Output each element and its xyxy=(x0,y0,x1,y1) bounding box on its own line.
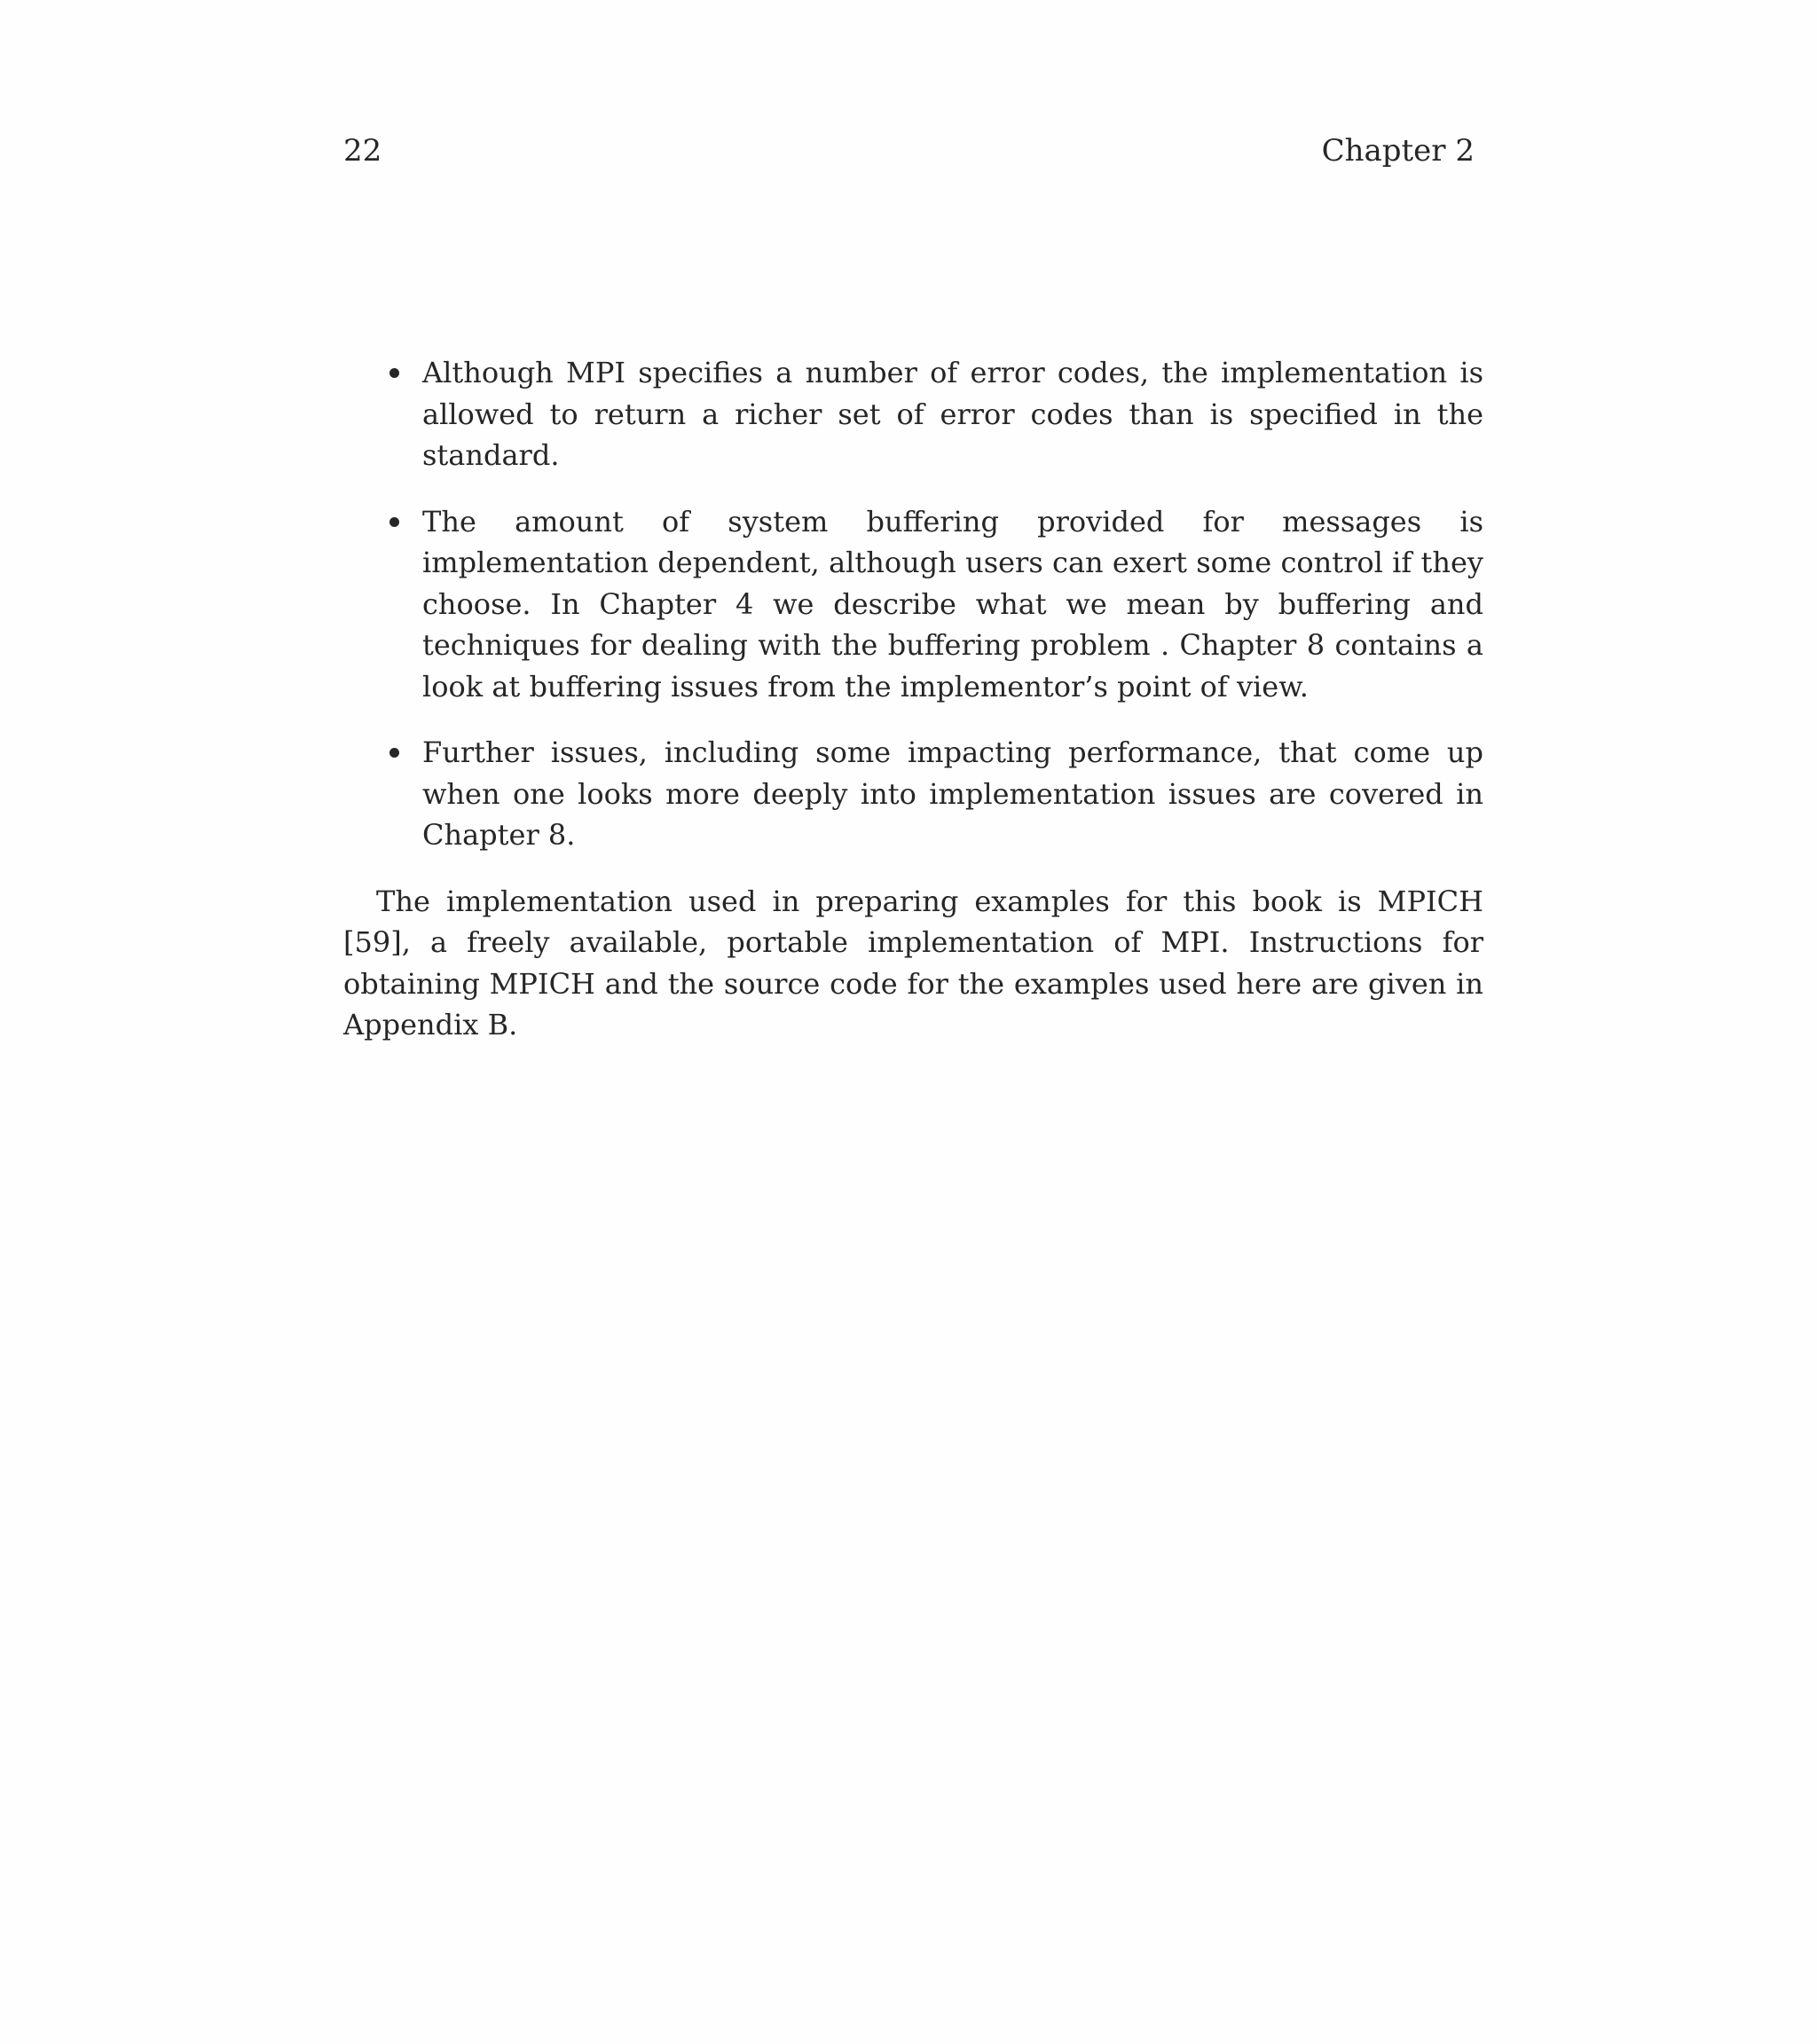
list-item xyxy=(343,352,1483,476)
list-item-text: The amount of system buffering provided for messages is implementation dependent, although users can exert some control if they choose. In Chapter 4 we describe what we mean by buffering and techniques for dealing with the buffering problem . Chapter 8 contains a look at buffering issues from the implementor’s point of view. xyxy=(422,504,1483,704)
body-paragraph: The implementation used in preparing examples for this book is MPICH [59], a freely available, portable implementation of MPI. Instructions for obtaining MPICH and the source code for the examples used here are given in Appendix B. xyxy=(343,884,1483,1042)
page-header xyxy=(343,130,1475,172)
list-item xyxy=(343,732,1483,856)
bullet-list xyxy=(343,352,1483,856)
list-item-text: Further issues, including some impacting performance, that come up when one looks more deeply into implementation issues are covered in Chapter 8. xyxy=(422,735,1483,852)
bullet-icon xyxy=(389,517,399,527)
running-head: Chapter 2 xyxy=(1321,133,1475,169)
page-body xyxy=(343,352,1483,1046)
page-number: 22 xyxy=(343,133,382,169)
list-item-text: Although MPI specifies a number of error codes, the implementation is allowed to return a richer set of error codes than is specified in the standard. xyxy=(422,356,1483,472)
bullet-icon xyxy=(389,368,399,378)
list-item xyxy=(343,501,1483,708)
bullet-icon xyxy=(389,748,399,758)
